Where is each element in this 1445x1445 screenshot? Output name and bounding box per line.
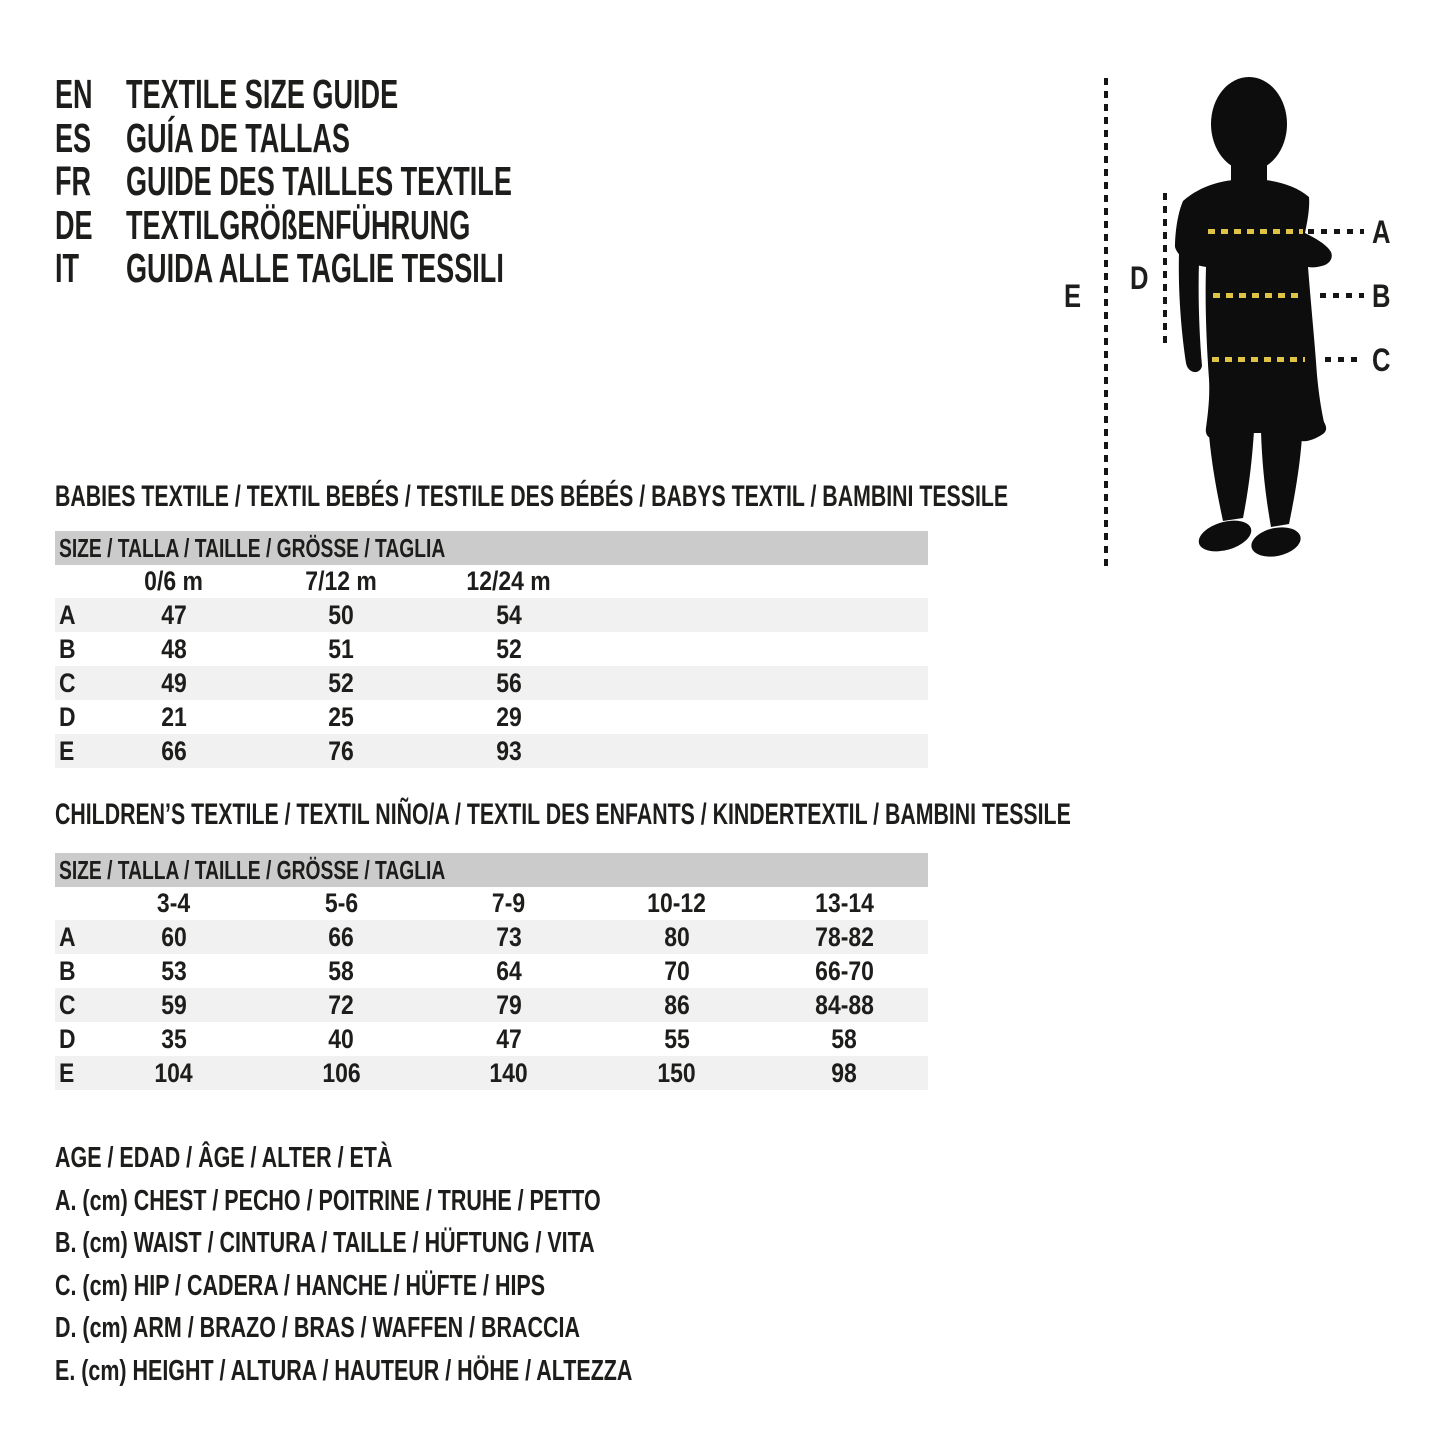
table-row xyxy=(55,598,928,632)
children-section-heading: CHILDREN’S TEXTILE / TEXTIL NIÑO/A / TEXTIL DES ENFANTS / KINDERTEXTIL / BAMBINI TESSILE xyxy=(55,798,1071,831)
row-label: D xyxy=(59,701,76,732)
cell: 72 xyxy=(328,989,355,1020)
language-title: GUIDE DES TAILLES TEXTILE xyxy=(126,158,512,204)
row-label: C xyxy=(59,989,76,1020)
chest-label-a: A xyxy=(1372,214,1391,250)
hip-line-yellow xyxy=(1212,357,1305,362)
height-label-e: E xyxy=(1064,278,1082,314)
cell: 86 xyxy=(663,989,690,1020)
table-row xyxy=(55,988,928,1022)
row-label: B xyxy=(59,633,76,664)
cell: 49 xyxy=(161,667,187,698)
arm-label-d: D xyxy=(1130,260,1149,296)
cell: 84-88 xyxy=(814,989,874,1020)
waist-line-yellow xyxy=(1213,293,1298,298)
cell: 76 xyxy=(328,735,355,766)
measurement-legend xyxy=(55,1137,835,1393)
row-label: E xyxy=(59,1057,75,1088)
cell: 54 xyxy=(496,599,522,630)
row-label: B xyxy=(59,955,76,986)
legend-line-hip: C. (cm) HIP / CADERA / HANCHE / HÜFTE / HIPS xyxy=(55,1269,546,1302)
cell: 47 xyxy=(161,599,187,630)
column-header-row xyxy=(55,565,928,598)
legend-line-height: E. (cm) HEIGHT / ALTURA / HAUTEUR / HÖHE / ALTEZZA xyxy=(55,1354,633,1387)
language-row xyxy=(55,160,711,204)
row-label: D xyxy=(59,1023,76,1054)
cell: 50 xyxy=(328,599,355,630)
arm-measure-line-d xyxy=(1163,193,1167,348)
row-label: C xyxy=(59,667,76,698)
cell: 53 xyxy=(161,955,187,986)
cell: 66 xyxy=(328,921,355,952)
waist-line-leader xyxy=(1320,293,1364,298)
language-title: GUÍA DE TALLAS xyxy=(126,114,350,161)
legend-line-chest: A. (cm) CHEST / PECHO / POITRINE / TRUHE / PETTO xyxy=(55,1184,601,1217)
language-title: TEXTILGRÖßENFÜHRUNG xyxy=(126,201,471,248)
language-title-block xyxy=(55,73,711,291)
cell: 29 xyxy=(496,701,522,732)
cell: 55 xyxy=(663,1023,690,1054)
cell: 25 xyxy=(328,701,355,732)
cell: 98 xyxy=(831,1057,857,1088)
cell: 106 xyxy=(322,1057,361,1088)
language-row xyxy=(55,247,711,291)
cell: 35 xyxy=(161,1023,187,1054)
cell: 52 xyxy=(328,667,355,698)
column-header: 10-12 xyxy=(647,888,706,918)
size-header-bar: SIZE / TALLA / TAILLE / GRÖSSE / TAGLIA xyxy=(55,531,928,565)
column-header-row xyxy=(55,887,928,920)
table-row xyxy=(55,954,928,988)
cell: 58 xyxy=(328,955,355,986)
cell: 60 xyxy=(161,921,187,952)
chest-line-yellow xyxy=(1208,229,1303,234)
cell: 73 xyxy=(496,921,522,952)
language-title: TEXTILE SIZE GUIDE xyxy=(126,71,399,117)
language-title: GUIDA ALLE TAGLIE TESSILI xyxy=(126,245,504,291)
cell: 104 xyxy=(154,1057,193,1088)
cell: 66 xyxy=(161,735,187,766)
language-code: IT xyxy=(55,245,80,291)
column-header: 5-6 xyxy=(324,888,358,918)
children-size-table xyxy=(55,853,928,1090)
table-row xyxy=(55,632,928,666)
column-header: 12/24 m xyxy=(466,566,552,596)
language-row xyxy=(55,73,711,117)
language-code: DE xyxy=(55,201,93,248)
cell: 140 xyxy=(489,1057,529,1088)
cell: 52 xyxy=(496,633,522,664)
cell: 21 xyxy=(161,701,187,732)
column-header: 0/6 m xyxy=(144,566,204,596)
cell: 78-82 xyxy=(814,921,874,952)
cell: 79 xyxy=(496,989,522,1020)
table-row xyxy=(55,1056,928,1090)
table-row xyxy=(55,700,928,734)
hip-line-leader xyxy=(1325,357,1364,362)
size-header-bar: SIZE / TALLA / TAILLE / GRÖSSE / TAGLIA xyxy=(55,853,928,887)
legend-line-arm: D. (cm) ARM / BRAZO / BRAS / WAFFEN / BRACCIA xyxy=(55,1312,580,1345)
legend-line-age: AGE / EDAD / ÂGE / ALTER / ETÀ xyxy=(55,1142,393,1174)
babies-section-heading: BABIES TEXTILE / TEXTIL BEBÉS / TESTILE DES BÉBÉS / BABYS TEXTIL / BAMBINI TESSILE xyxy=(55,480,1009,513)
cell: 59 xyxy=(161,989,187,1020)
language-code: FR xyxy=(55,158,92,204)
column-header: 13-14 xyxy=(814,888,874,918)
cell: 150 xyxy=(657,1057,696,1088)
table-row xyxy=(55,1022,928,1056)
cell: 93 xyxy=(496,735,522,766)
column-header: 7/12 m xyxy=(305,566,378,596)
column-header: 7-9 xyxy=(492,888,526,918)
legend-line-waist: B. (cm) WAIST / CINTURA / TAILLE / HÜFTUNG / VITA xyxy=(55,1227,595,1260)
cell: 58 xyxy=(831,1023,857,1054)
cell: 40 xyxy=(328,1023,355,1054)
hip-label-c: C xyxy=(1372,342,1391,378)
cell: 64 xyxy=(496,955,522,986)
chest-line-leader xyxy=(1308,229,1364,234)
column-header: 3-4 xyxy=(157,888,191,918)
cell: 48 xyxy=(161,633,187,664)
babies-size-table xyxy=(55,531,928,768)
row-label: A xyxy=(59,921,76,952)
cell: 56 xyxy=(496,667,522,698)
row-label: E xyxy=(59,735,75,766)
language-code: ES xyxy=(55,114,92,161)
table-row xyxy=(55,666,928,700)
cell: 70 xyxy=(663,955,690,986)
language-row xyxy=(55,114,711,161)
table-row xyxy=(55,920,928,954)
cell: 80 xyxy=(663,921,690,952)
waist-label-b: B xyxy=(1372,278,1391,314)
cell: 51 xyxy=(328,633,355,664)
table-row xyxy=(55,734,928,768)
cell: 66-70 xyxy=(814,955,874,986)
cell: 47 xyxy=(496,1023,522,1054)
language-code: EN xyxy=(55,71,93,117)
row-label: A xyxy=(59,599,76,630)
language-row xyxy=(55,201,711,248)
